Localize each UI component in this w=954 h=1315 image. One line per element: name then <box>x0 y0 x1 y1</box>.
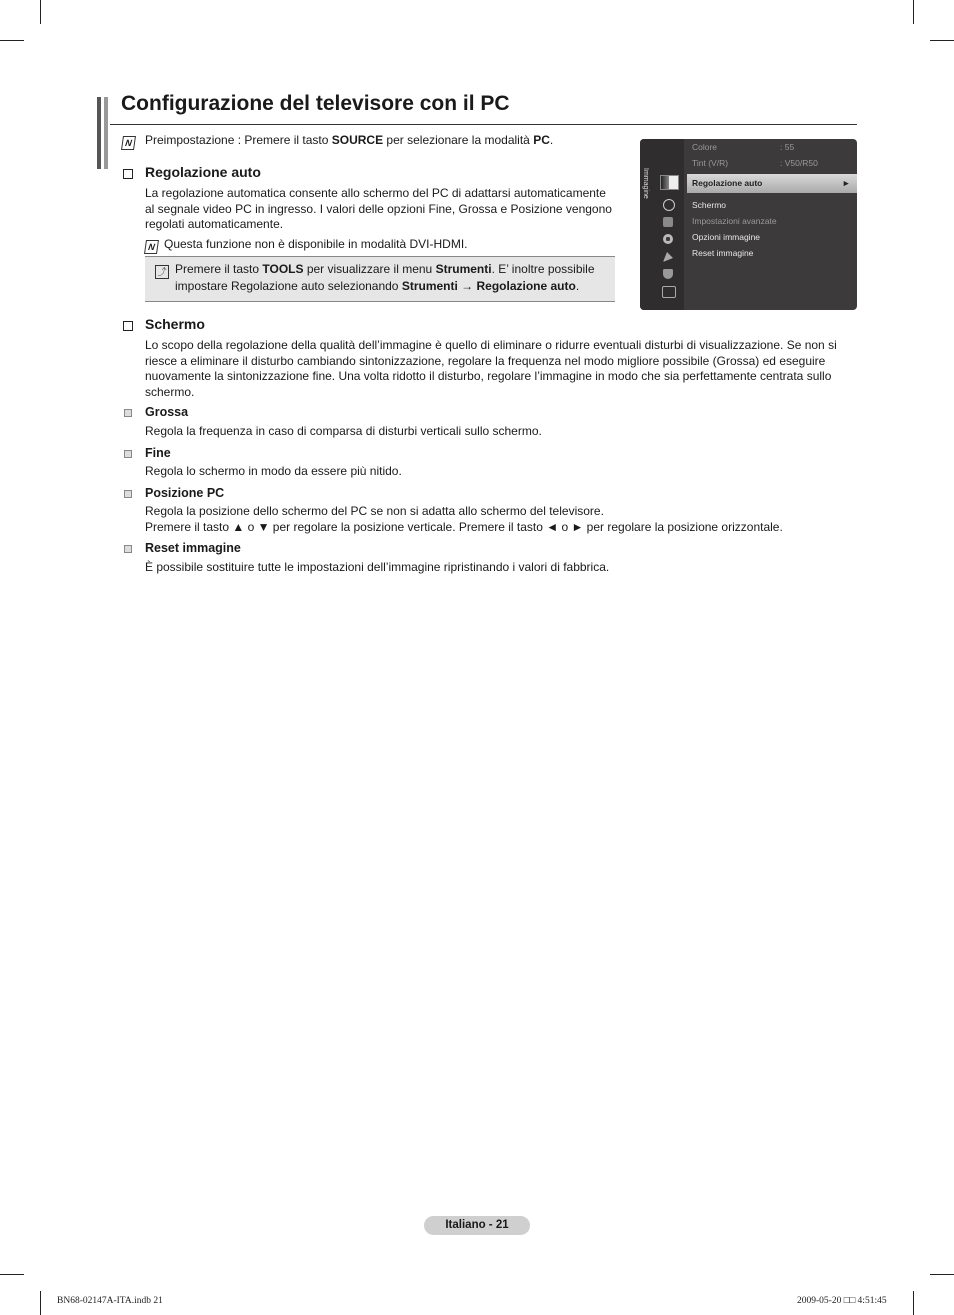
crop-mark <box>913 0 914 24</box>
strumenti-menu: Strumenti <box>435 262 492 276</box>
preset-note-text: per selezionare la modalità <box>383 133 534 147</box>
tv-menu-item: Impostazioni avanzate <box>692 216 777 226</box>
item-bullet <box>124 450 132 458</box>
item-title-fine: Fine <box>145 446 171 460</box>
tools-key: TOOLS <box>262 262 304 276</box>
item-text: Regola la frequenza in caso di comparsa di disturbi verticali sullo schermo. <box>145 424 542 438</box>
tv-menu-item-highlighted <box>687 174 857 193</box>
tools-tip-text: . E’ inoltre possibile <box>491 262 595 276</box>
page-number: Italiano - 21 <box>424 1216 530 1235</box>
item-title-grossa: Grossa <box>145 405 189 419</box>
sound-icon <box>663 199 675 211</box>
paragraph-line: riesce a eliminare il disturbo cambiando sintonizzazione, regolare la frequenza nel modo migliore possibile (Grossa) ed eseguire <box>145 353 826 368</box>
item-bullet <box>124 490 132 498</box>
section-bullet <box>123 321 133 331</box>
note-icon: N <box>122 133 135 151</box>
item-title-reset-immagine: Reset immagine <box>145 541 241 555</box>
imprint-datetime: 2009-05-20 □□ 4:51:45 <box>797 1296 887 1306</box>
tv-menu-category: Immagine <box>642 168 649 199</box>
preset-note-text: . <box>549 133 554 147</box>
application-icon <box>663 269 673 279</box>
channel-icon <box>663 217 673 227</box>
tools-icon: ⤴ <box>155 265 169 279</box>
pc-mode: PC <box>533 133 550 147</box>
tv-menu-item: Colore <box>692 142 718 152</box>
item-bullet <box>124 409 132 417</box>
crop-mark <box>0 1274 24 1275</box>
tv-menu-value: : V50/R50 <box>780 158 818 168</box>
crop-mark <box>0 40 24 41</box>
menu-path: Strumenti → Regolazione auto <box>401 278 576 293</box>
page-title: Configurazione del televisore con il PC <box>121 92 510 115</box>
regolazione-auto-description <box>145 186 612 233</box>
paragraph-line: nuovamente la sintonizzazione fine. Una volta ridotto il disturbo, regolare l’immagine in modo che sia perfettamente centrata sullo <box>145 369 832 383</box>
tv-menu-screenshot <box>640 139 857 310</box>
setup-icon <box>663 234 673 244</box>
item-text: È possibile sostituire tutte le impostazioni dell’immagine ripristinando i valori di fabbrica. <box>145 560 610 574</box>
tv-menu-item: Opzioni immagine <box>692 232 761 242</box>
tv-menu-sidebar <box>640 139 684 310</box>
dvi-note: Questa funzione non è disponibile in modalità DVI-HDMI. <box>164 237 468 251</box>
tools-tip-text: impostare Regolazione auto selezionando <box>175 278 402 293</box>
paragraph-line: La regolazione automatica consente allo schermo del PC di adattarsi automaticamente <box>145 186 606 200</box>
preset-note-text: Preimpostazione : Premere il tasto <box>145 133 332 147</box>
tv-menu-item: Reset immagine <box>692 248 754 258</box>
tools-tip-text: per visualizzare il menu <box>303 262 436 276</box>
crop-mark <box>40 0 41 24</box>
item-text: Regola lo schermo in modo da essere più nitido. <box>145 464 402 478</box>
crop-mark <box>913 1291 914 1315</box>
paragraph-line: al segnale video PC in ingresso. I valori delle opzioni Fine, Grossa e Posizione vengono <box>145 201 612 216</box>
paragraph-line: regolati automaticamente. <box>145 217 284 231</box>
section-heading-regolazione-auto: Regolazione auto <box>145 164 261 180</box>
crop-mark <box>40 1291 41 1315</box>
preset-note <box>145 133 553 149</box>
source-key: SOURCE <box>331 133 384 147</box>
title-accent-bar <box>104 97 108 169</box>
crop-mark <box>930 40 954 41</box>
section-bullet <box>123 169 133 179</box>
paragraph-line: Lo scopo della regolazione della qualità dell’immagine è quello di eliminare o ridurre eventuali disturbi di visualizzazione. Se non si <box>145 338 837 352</box>
tv-menu-item: Schermo <box>692 200 727 210</box>
title-rule <box>110 124 857 125</box>
support-icon <box>662 286 676 298</box>
item-text: Regola la posizione dello schermo del PC se non si adatta allo schermo del televisore. <box>145 504 604 518</box>
paragraph-line: schermo. <box>145 384 195 399</box>
tools-tip-box <box>145 256 615 302</box>
title-accent-bar <box>97 97 101 169</box>
item-title-posizione-pc: Posizione PC <box>145 486 225 500</box>
schermo-description <box>145 338 837 400</box>
item-bullet <box>124 545 132 553</box>
tv-menu-item: Tint (V/R) <box>692 158 729 168</box>
tv-menu-value: : 55 <box>780 142 795 152</box>
crop-mark <box>930 1274 954 1275</box>
arrow-right-icon: ► <box>842 178 851 188</box>
tv-menu-item-label: Regolazione auto <box>692 178 763 188</box>
item-text: Premere il tasto ▲ o ▼ per regolare la posizione verticale. Premere il tasto ◄ o ► per regolare la posizione orizzontale. <box>145 520 783 534</box>
tools-tip-text: Premere il tasto <box>175 262 263 276</box>
tools-tip-text <box>175 262 595 294</box>
note-icon: N <box>145 237 158 255</box>
imprint-file: BN68-02147A-ITA.indb 21 <box>57 1296 163 1306</box>
picture-icon <box>660 175 679 190</box>
tools-tip-text: . <box>575 278 580 293</box>
section-heading-schermo: Schermo <box>145 316 205 332</box>
